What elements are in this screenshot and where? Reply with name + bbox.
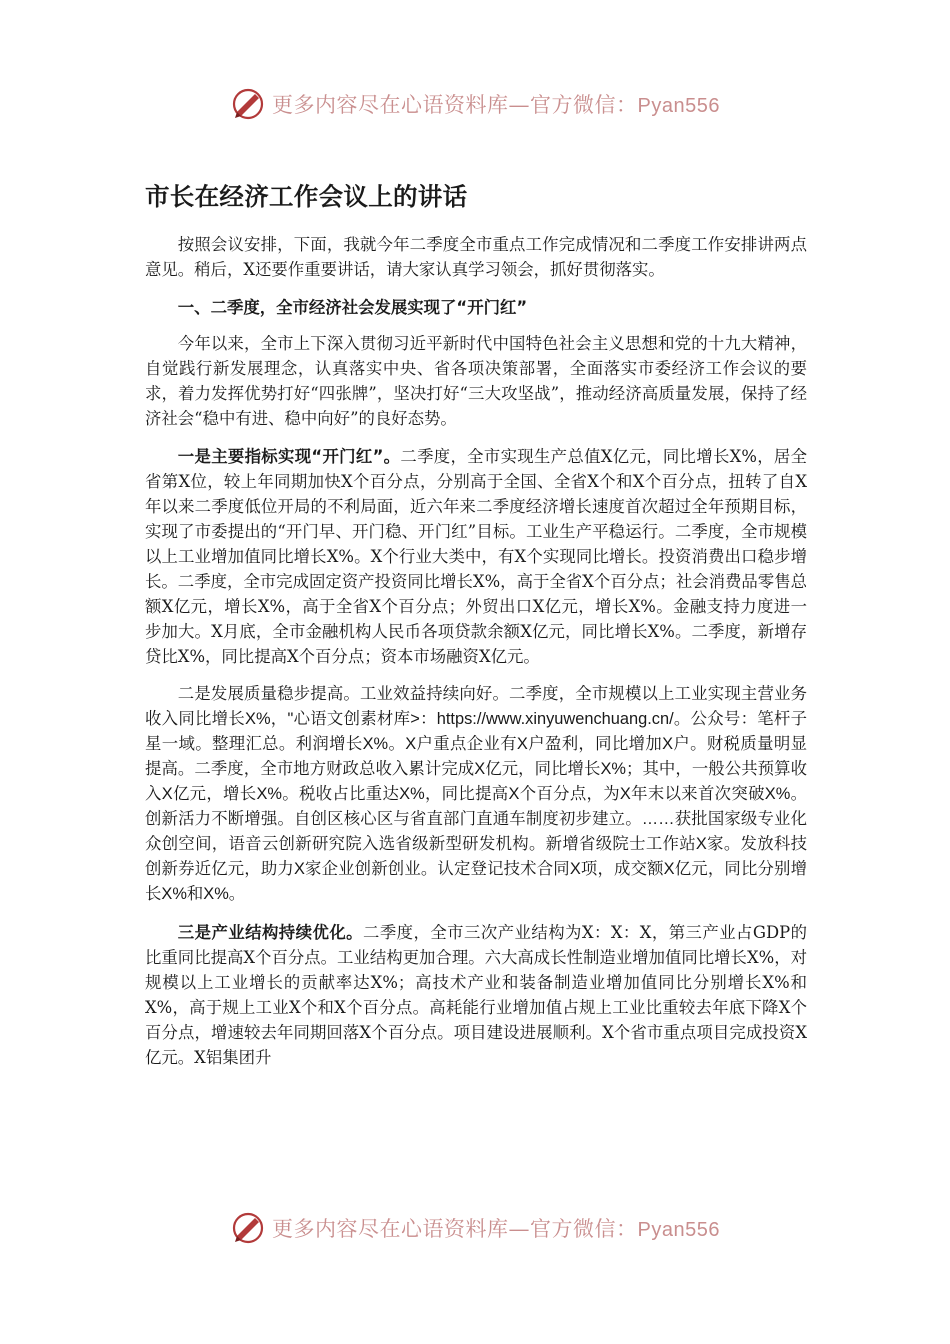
pen-circle-logo-icon bbox=[230, 86, 266, 122]
paragraph-quality: 二是发展质量稳步提高。工业效益持续向好。二季度，全市规模以上工业实现主营业务收入同比增长X%，"心语文创素材库>：https://www.xinyuwenchuang.cn/。公众号：笔杆子星一域。整理汇总。利润增长X%。X户重点企业有X户盈利，同比增加X户。财税质量明显提高。二季度，全市地方财政总收入累计完成X亿元，同比增长X%；其中，一般公共预算收入X亿元，增长X%。税收占比重达X%，同比提高X个百分点，为X年末以来首次突破X%。创新活力不断增强。自创区核心区与省直部门直通车制度初步建立。……获批国家级专业化众创空间，语音云创新研究院入选省级新型研发机构。新增省级院士工作站X家。发放科技创新券近亿元，助力X家企业创新创业。认定登记技术合同X项，成交额X亿元，同比分别增长X%和X%。 bbox=[145, 685, 807, 903]
paragraph-indicators bbox=[145, 444, 807, 669]
document-body bbox=[145, 232, 807, 1083]
watermark-text: 更多内容尽在心语资料库—官方微信：Pyan556 bbox=[272, 1217, 720, 1241]
paragraph-indicators-text: 二季度，全市实现生产总值X亿元，同比增长X%，居全省第X位，较上年同期加快X个百分点，分别高于全国、全省X个和X个百分点，扭转了自X年以来二季度低位开局的不利局面，近六年来二季度经济增长速度首次超过全年预期目标，实现了市委提出的“开门早、开门稳、开门红”目标。工业生产平稳运行。二季度，全市规模以上工业增加值同比增长X%。X个行业大类中，有X个实现同比增长。投资消费出口稳步增长。二季度，全市完成固定资产投资同比增长X%，高于全省X个百分点；社会消费品零售总额X亿元，增长X%，高于全省X个百分点；外贸出口X亿元，增长X%。金融支持力度进一步加大。X月底，全市金融机构人民币各项贷款余额X亿元，同比增长X%。二季度，新增存贷比X%，同比提高X个百分点；资本市场融资X亿元。 bbox=[145, 447, 808, 666]
paragraph-structure-lead: 三是产业结构持续优化。 bbox=[177, 923, 363, 942]
watermark-wechat-id: Pyan556 bbox=[637, 95, 720, 117]
paragraph-structure bbox=[145, 920, 807, 1070]
paragraph-indicators-lead: 一是主要指标实现“开门红”。 bbox=[177, 447, 401, 466]
paragraph-structure-text: 二季度，全市三次产业结构为X：X：X，第三产业占GDP的比重同比提高X个百分点。工业结构更加合理。六大高成长性制造业增加值同比增长X%，对规模以上工业增长的贡献率达X%；高技术产业和装备制造业增加值同比分别增长X%和X%，高于规上工业X个和X个百分点。高耗能行业增加值占规上工业比重较去年底下降X个百分点，增速较去年同期回落X个百分点。项目建设进展顺利。X个省市重点项目完成投资X亿元。X铝集团升 bbox=[145, 923, 807, 1067]
watermark-text: 更多内容尽在心语资料库—官方微信：Pyan556 bbox=[272, 93, 720, 117]
document-title: 市长在经济工作会议上的讲话 bbox=[145, 182, 468, 211]
pen-circle-logo-icon bbox=[230, 1210, 266, 1246]
intro-paragraph: 按照会议安排，下面，我就今年二季度全市重点工作完成情况和二季度工作安排讲两点意见。稍后，X还要作重要讲话，请大家认真学习领会，抓好贯彻落实。 bbox=[145, 235, 807, 279]
paragraph-overview: 今年以来，全市上下深入贯彻习近平新时代中国特色社会主义思想和党的十九大精神，自觉践行新发展理念，认真落实中央、省各项决策部署，全面落实市委经济工作会议的要求，着力发挥优势打好“四张牌”，坚决打好“三大攻坚战”，推动经济高质量发展，保持了经济社会“稳中有进、稳中向好”的良好态势。 bbox=[145, 334, 807, 428]
watermark-wechat-id: Pyan556 bbox=[637, 1219, 720, 1241]
watermark-banner-bottom bbox=[0, 1206, 950, 1250]
section-heading-1: 一、二季度，全市经济社会发展实现了“开门红” bbox=[177, 298, 528, 317]
watermark-banner-top bbox=[0, 82, 950, 126]
